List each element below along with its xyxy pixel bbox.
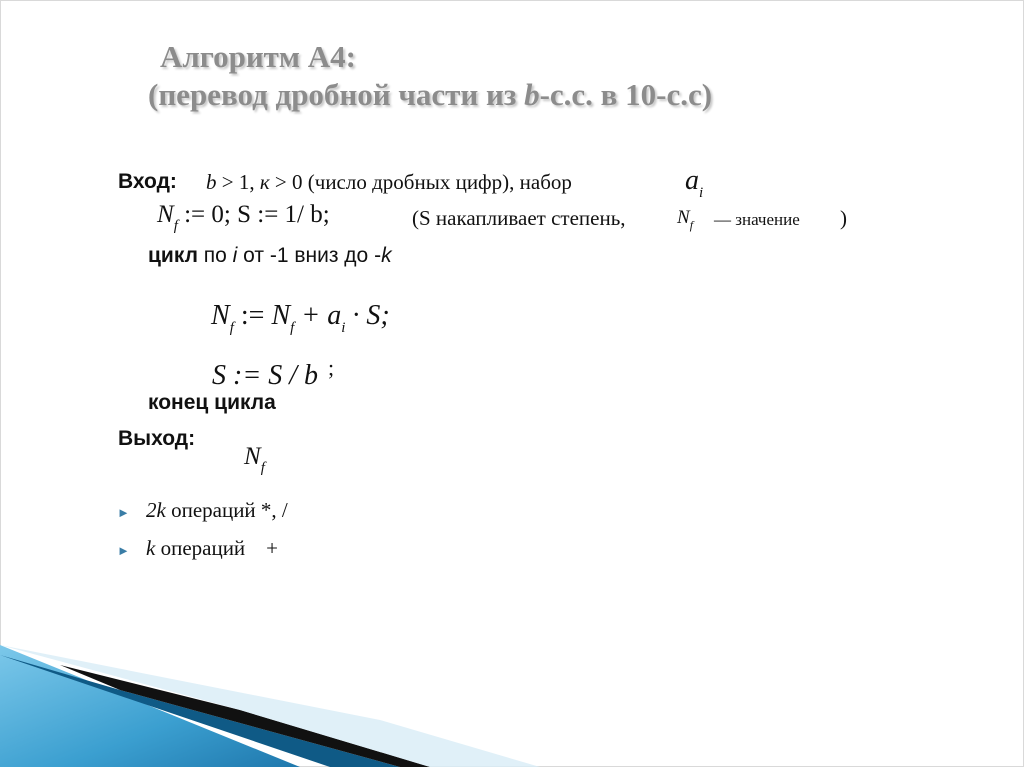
title-line-2 bbox=[148, 76, 712, 114]
bullet-item-1 bbox=[146, 498, 288, 523]
f1-n1: N bbox=[211, 300, 230, 331]
init-n: N bbox=[157, 201, 174, 228]
input-cond-mid: > 1, bbox=[216, 170, 260, 194]
output-formula bbox=[244, 443, 265, 476]
f1-assign: := bbox=[233, 300, 272, 331]
loop-by: по bbox=[197, 244, 233, 267]
output-label: Выход: bbox=[118, 427, 196, 450]
input-b-var: b bbox=[206, 170, 217, 194]
input-a-sub: i bbox=[699, 185, 704, 201]
loop-formula-1 bbox=[211, 300, 390, 336]
loop-k-var: k bbox=[381, 244, 392, 267]
loop-header bbox=[148, 244, 392, 268]
init-note: (S накапливает степень, bbox=[412, 206, 626, 230]
title-line-2-pre: (перевод дробной части из bbox=[148, 77, 525, 112]
loop-from: от -1 вниз до - bbox=[237, 244, 382, 267]
bullet-item-2 bbox=[146, 536, 278, 561]
init-note-post: — значение bbox=[714, 210, 800, 229]
init-rest: := 0; S := 1/ b; bbox=[177, 201, 330, 228]
bullet-2-text: операций + bbox=[155, 536, 279, 560]
loop-formula-2-semicolon: ; bbox=[328, 355, 335, 380]
bullet-1-var: 2k bbox=[146, 498, 166, 522]
input-label: Вход: bbox=[118, 170, 177, 193]
init-note-n-sub: f bbox=[689, 218, 694, 232]
output-n: N bbox=[244, 443, 261, 470]
bullet-1-text: операций *, / bbox=[165, 498, 288, 522]
input-a-var: a bbox=[685, 165, 699, 196]
f1-n2: N bbox=[271, 300, 291, 331]
loop-keyword: цикл bbox=[148, 244, 198, 267]
init-n-sub: f bbox=[173, 218, 178, 234]
f1-dot: · S; bbox=[345, 300, 390, 331]
title-line-2-var: b bbox=[524, 77, 540, 112]
init-note-close: ) bbox=[840, 206, 847, 230]
output-n-sub: f bbox=[260, 460, 265, 476]
title-line-2-post: -с.с. в 10-с.с) bbox=[539, 77, 713, 112]
loop-end: конец цикла bbox=[148, 391, 276, 414]
f1-s2: f bbox=[290, 320, 295, 336]
triangle-bullet-icon: ► bbox=[117, 505, 130, 520]
bullet-2-var: k bbox=[146, 536, 156, 560]
input-a-symbol bbox=[685, 165, 704, 201]
f1-s1: f bbox=[229, 320, 234, 336]
f1-plus: + a bbox=[294, 300, 342, 331]
f1-a-sub: i bbox=[341, 320, 346, 336]
title-line-1: Алгоритм А4: bbox=[160, 39, 356, 74]
input-cond-end: > 0 (число дробных цифр), набор bbox=[269, 170, 572, 194]
init-note-n bbox=[677, 207, 694, 232]
loop-formula-2: S := S / b bbox=[212, 360, 318, 391]
input-condition bbox=[206, 170, 572, 195]
init-note-n-var: N bbox=[677, 207, 690, 228]
input-k-var: к bbox=[259, 170, 270, 194]
triangle-bullet-icon: ► bbox=[117, 543, 130, 558]
loop-i-var: i bbox=[232, 244, 238, 267]
init-formula bbox=[157, 201, 330, 234]
